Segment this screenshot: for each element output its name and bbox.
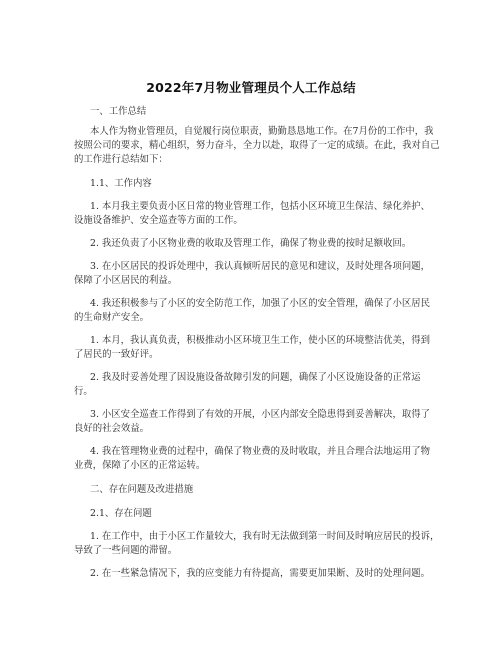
paragraph-line: 1. 在工作中，由于小区工作量较大，我有时无法做到第一时间及时响应居民的投诉， [90, 531, 440, 542]
paragraph-line: 2. 在一些紧急情况下，我的应变能力有待提高，需要更加果断、及时的处理问题。 [90, 568, 431, 579]
paragraph-line: 4. 我还积极参与了小区的安全防范工作，加强了小区的安全管理，确保了小区居民 [90, 298, 431, 309]
paragraph-line: 3. 小区安全巡查工作得到了有效的开展，小区内部安全隐患得到妥善解决，取得了 [90, 409, 431, 420]
paragraph-line: 了居民的一致好评。 [74, 349, 159, 360]
paragraph-line: 1. 本月我主要负责小区日常的物业管理工作，包括小区环境卫生保洁、绿化养护、 [90, 201, 431, 212]
paragraph-line: 导致了一些问题的滞留。 [74, 545, 178, 556]
section-heading-problems: 二、存在问题及改进措施 [90, 484, 194, 495]
paragraph-line: 4. 我在管理物业费的过程中，确保了物业费的及时收取，并且合理合法地运用了物 [90, 446, 431, 457]
paragraph-line: 的生命财产安全。 [74, 312, 150, 323]
document-title: 2022年7月物业管理员个人工作总结 [146, 80, 356, 95]
paragraph-line: 的工作进行总结如下： [74, 154, 168, 165]
section-heading-work-summary: 一、工作总结 [90, 106, 147, 117]
paragraph-line: 2. 我及时妥善处理了因设施设备故障引发的问题，确保了小区设施设备的正常运 [90, 372, 421, 383]
subsection-heading-work-content: 1.1、工作内容 [90, 178, 152, 189]
paragraph-line: 保障了小区居民的利益。 [74, 275, 178, 286]
paragraph-line: 本人作为物业管理员，自觉履行岗位职责，勤勤恳恳地工作。在7月份的工作中，我 [90, 126, 434, 137]
paragraph-line: 1. 本月，我认真负责，积极推动小区环境卫生工作，使小区的环境整洁优美，得到 [90, 335, 431, 346]
paragraph-line: 2. 我还负责了小区物业费的收取及管理工作，确保了物业费的按时足额收回。 [90, 238, 412, 249]
paragraph-line: 良好的社会效益。 [74, 423, 150, 434]
paragraph-line: 设施设备维护、安全巡查等方面的工作。 [74, 215, 243, 226]
paragraph-line: 业费，保障了小区的正常运转。 [74, 460, 206, 471]
subsection-heading-problems: 2.1、存在问题 [90, 508, 152, 519]
paragraph-line: 3. 在小区居民的投诉处理中，我认真倾听居民的意见和建议，及时处理各项问题， [90, 261, 431, 272]
paragraph-line: 行。 [74, 386, 93, 397]
paragraph-line: 按照公司的要求，精心组织，努力奋斗，全力以赴，取得了一定的成绩。在此，我对自己 [74, 140, 440, 151]
